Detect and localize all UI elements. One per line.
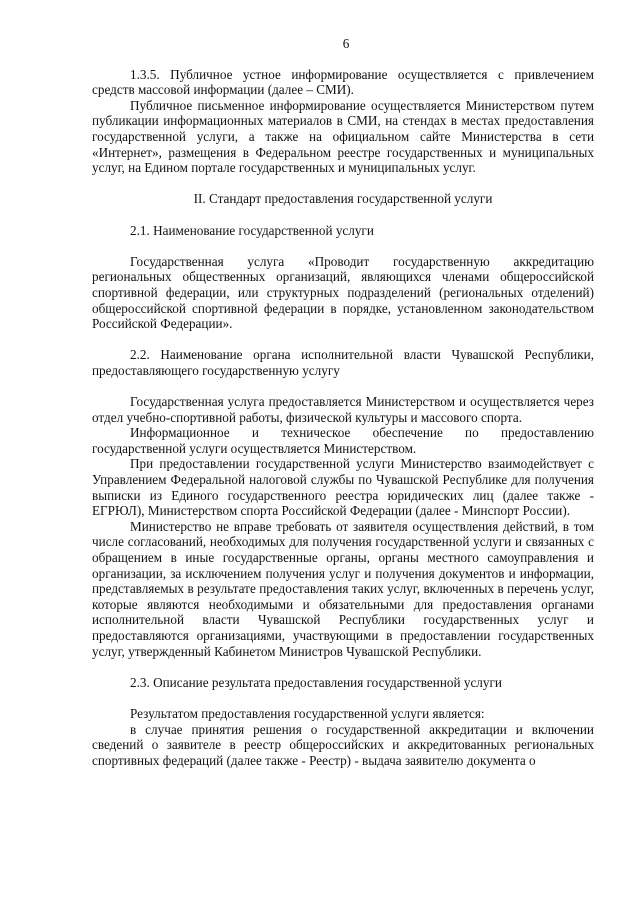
- paragraph: Публичное письменное информирование осуществляется Министерством путем публикации информационных материалов в СМИ, на стендах в местах предоставления государственной услуги, а также на официальном сайте Министерства в сети «Интернет», размещения в Федеральном реестре государственных и муниципальных услуг, на Едином портале государственных и муниципальных услуг.: [92, 97, 594, 176]
- subsection-heading: 2.1. Наименование государственной услуги: [130, 222, 374, 238]
- paragraph: Министерство не вправе требовать от заявителя осуществления действий, в том числе согласований, необходимых для получения государственной услуги и связанных с обращением в иные государственные органы, органы местного самоуправления и организации, за исключением получения услуг и получения документов и информации, представляемых в результате предоставления таких услуг, включенных в перечень услуг, которые являются необходимыми и обязательными для предоставления органами исполнительной власти Чувашской Республики государственных услуг и предоставляются организациями, участвующими в предоставлении государственных услуг, утвержденный Кабинетом Министров Чувашской Республики.: [92, 518, 594, 659]
- paragraph-spacer: [92, 207, 594, 223]
- paragraph-spacer: [92, 176, 594, 192]
- paragraph: Результатом предоставления государственной услуги является:: [130, 705, 485, 721]
- section-heading: II. Стандарт предоставления государственной услуги: [193, 191, 493, 207]
- paragraph: При предоставлении государственной услуги Министерство взаимодействует с Управлением Федеральной налоговой службы по Чувашской Республике для получения выписки из Единого государственного реестра юридических лиц (далее также - ЕГРЮЛ), Министерством спорта Российской Федерации (далее - Минспорт России).: [92, 456, 594, 519]
- paragraph-spacer: [92, 378, 594, 394]
- paragraph: в случае принятия решения о государственной аккредитации и включении сведений о заявителе в реестр общероссийских и аккредитованных региональных спортивных федераций (далее также - Реестр) - выдача заявителю документа о: [92, 721, 594, 768]
- paragraph: Государственная услуга «Проводит государственную аккредитацию региональных общественных организаций, являющихся членами общероссийской спортивной федерации, или структурных подразделений (региональных отделений) общероссийской спортивной федерации в порядке, установленном законодательством Российской Федерации».: [92, 253, 594, 332]
- paragraph-spacer: [92, 659, 594, 675]
- paragraph: 2.2. Наименование органа исполнительной власти Чувашской Республики, предоставляющего государственную услугу: [92, 347, 594, 378]
- paragraph-spacer: [92, 690, 594, 706]
- paragraph: Информационное и техническое обеспечение по предоставлению государственной услуги осуществляется Министерством.: [92, 425, 594, 456]
- document-body: [92, 67, 594, 769]
- paragraph-spacer: [92, 332, 594, 348]
- paragraph-spacer: [92, 238, 594, 254]
- subsection-heading: 2.3. Описание результата предоставления государственной услуги: [130, 674, 502, 690]
- paragraph: 1.3.5. Публичное устное информирование осуществляется с привлечением средств массовой информации (далее – СМИ).: [92, 66, 594, 98]
- page-number: 6: [342, 36, 350, 51]
- paragraph: Государственная услуга предоставляется Министерством и осуществляется через отдел учебно-спортивной работы, физической культуры и массового спорта.: [92, 394, 594, 425]
